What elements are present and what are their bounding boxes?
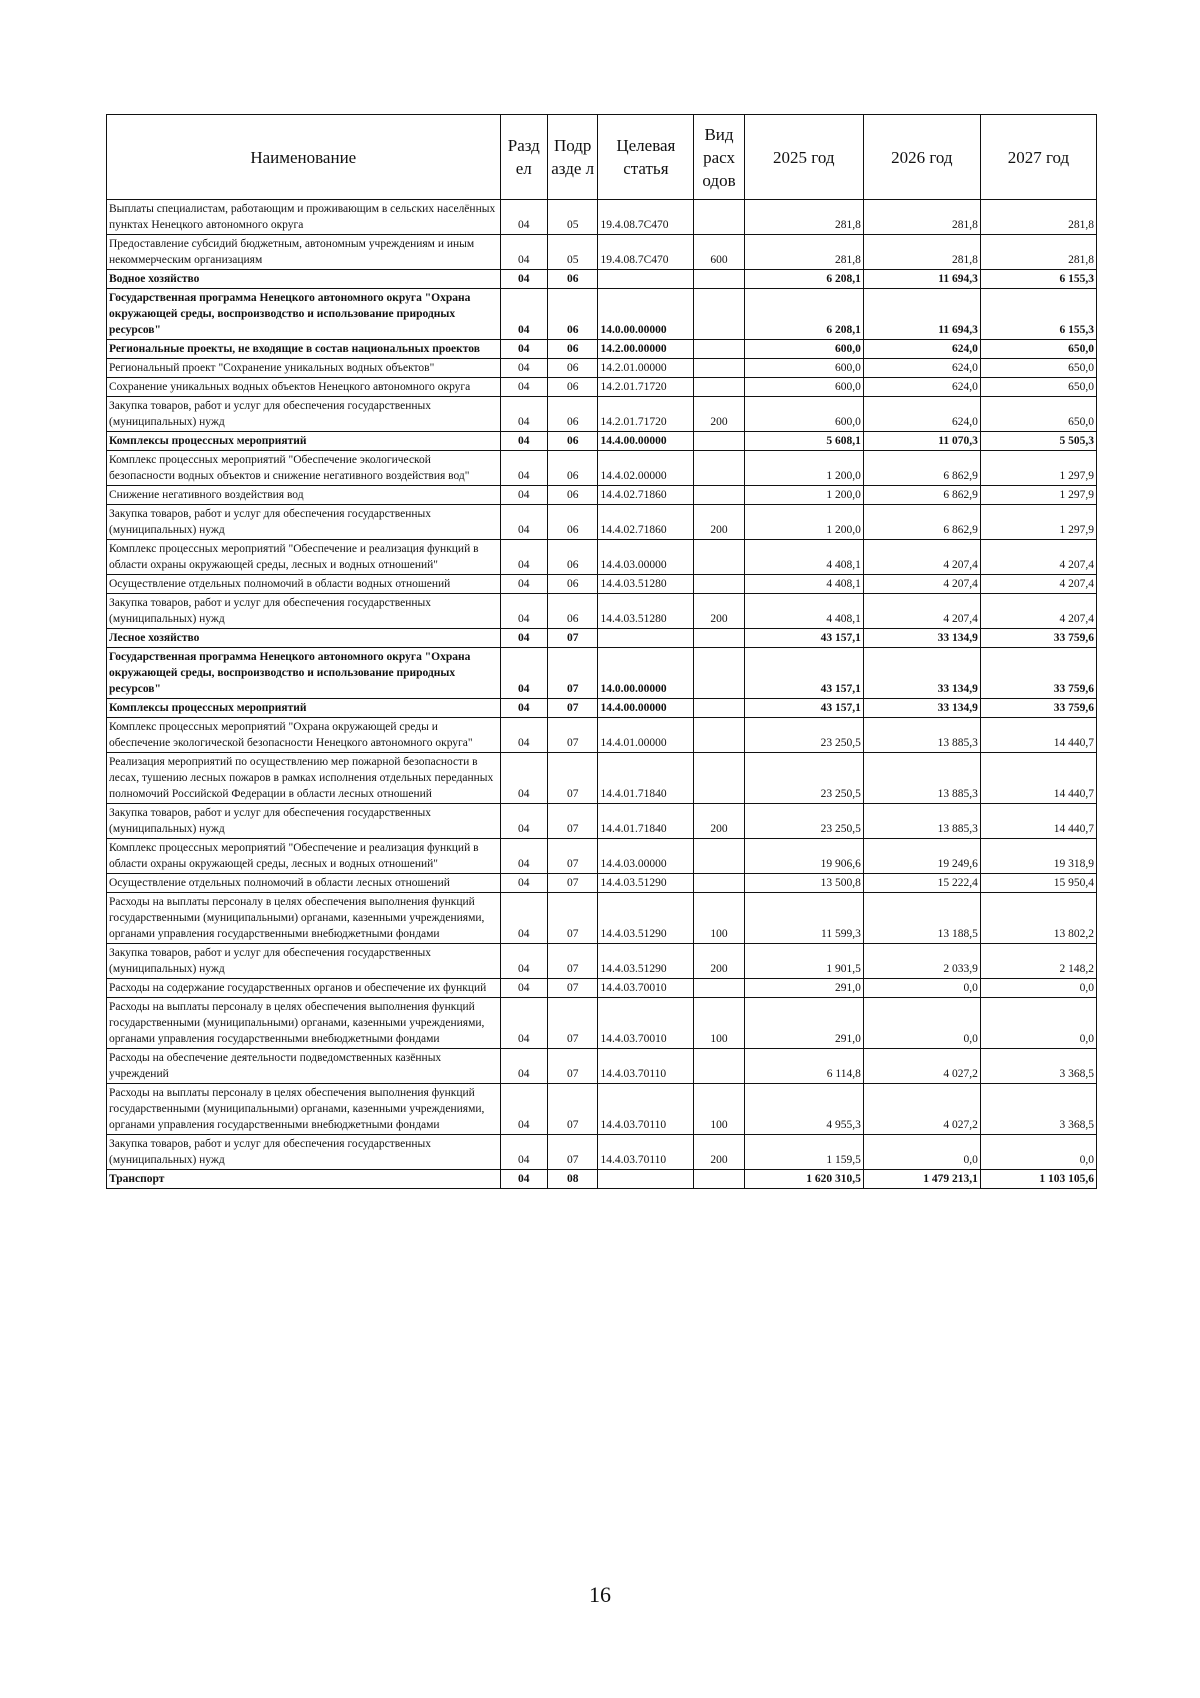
cell-year-2025: 1 200,0 (744, 486, 863, 505)
cell-year-2025: 4 408,1 (744, 540, 863, 575)
cell-year-2027: 19 318,9 (980, 839, 1096, 874)
cell-year-2027: 650,0 (980, 340, 1096, 359)
table-row (107, 1049, 1097, 1084)
cell-article: 14.4.03.70110 (598, 1049, 694, 1084)
table-row (107, 839, 1097, 874)
cell-name: Расходы на выплаты персоналу в целях обеспечения выполнения функций государственными (муниципальными) органами, казенными учреждениями, органами управления государственными внебюджетными фондами (107, 1084, 501, 1135)
cell-subsection: 06 (547, 270, 597, 289)
cell-expense-type: 100 (694, 998, 744, 1049)
cell-subsection: 07 (547, 718, 597, 753)
cell-section: 04 (500, 944, 547, 979)
table-row (107, 998, 1097, 1049)
cell-subsection: 07 (547, 699, 597, 718)
cell-article: 14.4.02.00000 (598, 451, 694, 486)
cell-year-2026: 6 862,9 (863, 505, 980, 540)
table-row (107, 804, 1097, 839)
cell-section: 04 (500, 1049, 547, 1084)
table-row (107, 270, 1097, 289)
cell-subsection: 06 (547, 289, 597, 340)
table-row (107, 432, 1097, 451)
table-row (107, 340, 1097, 359)
cell-name: Расходы на обеспечение деятельности подведомственных казённых учреждений (107, 1049, 501, 1084)
cell-expense-type (694, 718, 744, 753)
cell-name: Закупка товаров, работ и услуг для обеспечения государственных (муниципальных) нужд (107, 397, 501, 432)
table-header-row (107, 115, 1097, 200)
cell-year-2026: 11 070,3 (863, 432, 980, 451)
cell-year-2026: 15 222,4 (863, 874, 980, 893)
cell-expense-type: 200 (694, 505, 744, 540)
table-row (107, 979, 1097, 998)
cell-year-2026: 4 207,4 (863, 540, 980, 575)
cell-subsection: 06 (547, 451, 597, 486)
cell-name: Государственная программа Ненецкого автономного округа "Охрана окружающей среды, воспроизводство и использование природных ресурсов" (107, 648, 501, 699)
cell-name: Закупка товаров, работ и услуг для обеспечения государственных (муниципальных) нужд (107, 594, 501, 629)
cell-article (598, 1170, 694, 1189)
header-section: Разд ел (500, 115, 547, 200)
cell-year-2025: 6 208,1 (744, 289, 863, 340)
table-row (107, 200, 1097, 235)
cell-subsection: 05 (547, 200, 597, 235)
cell-article: 14.2.01.71720 (598, 397, 694, 432)
cell-year-2026: 13 885,3 (863, 718, 980, 753)
cell-article (598, 629, 694, 648)
header-article: Целевая статья (598, 115, 694, 200)
cell-year-2027: 1 103 105,6 (980, 1170, 1096, 1189)
cell-section: 04 (500, 594, 547, 629)
cell-section: 04 (500, 340, 547, 359)
table-row (107, 594, 1097, 629)
cell-year-2027: 1 297,9 (980, 451, 1096, 486)
cell-year-2027: 15 950,4 (980, 874, 1096, 893)
cell-name: Осуществление отдельных полномочий в области водных отношений (107, 575, 501, 594)
cell-section: 04 (500, 540, 547, 575)
table-row (107, 1170, 1097, 1189)
cell-expense-type (694, 1170, 744, 1189)
cell-name: Расходы на выплаты персоналу в целях обеспечения выполнения функций государственными (муниципальными) органами, казенными учреждениями, органами управления государственными внебюджетными фондами (107, 998, 501, 1049)
cell-name: Водное хозяйство (107, 270, 501, 289)
cell-section: 04 (500, 575, 547, 594)
cell-article: 14.4.01.71840 (598, 753, 694, 804)
cell-year-2027: 14 440,7 (980, 753, 1096, 804)
cell-subsection: 07 (547, 979, 597, 998)
cell-article: 14.0.00.00000 (598, 648, 694, 699)
cell-year-2027: 4 207,4 (980, 540, 1096, 575)
cell-year-2027: 650,0 (980, 359, 1096, 378)
cell-section: 04 (500, 839, 547, 874)
cell-year-2025: 23 250,5 (744, 753, 863, 804)
cell-article: 14.4.02.71860 (598, 505, 694, 540)
cell-year-2025: 6 114,8 (744, 1049, 863, 1084)
cell-expense-type (694, 629, 744, 648)
cell-name: Комплексы процессных мероприятий (107, 699, 501, 718)
header-year-2026: 2026 год (863, 115, 980, 200)
cell-year-2026: 11 694,3 (863, 289, 980, 340)
cell-article: 14.4.02.71860 (598, 486, 694, 505)
cell-article: 14.2.01.00000 (598, 359, 694, 378)
cell-year-2027: 650,0 (980, 378, 1096, 397)
cell-year-2026: 6 862,9 (863, 451, 980, 486)
cell-article: 14.4.03.00000 (598, 540, 694, 575)
cell-name: Комплекс процессных мероприятий "Обеспечение и реализация функций в области охраны окружающей среды, лесных и водных отношений" (107, 839, 501, 874)
cell-expense-type: 200 (694, 594, 744, 629)
table-row (107, 753, 1097, 804)
cell-article: 14.2.00.00000 (598, 340, 694, 359)
cell-year-2027: 4 207,4 (980, 594, 1096, 629)
page-number: 16 (589, 1582, 611, 1607)
cell-article: 14.4.00.00000 (598, 432, 694, 451)
cell-article: 14.4.03.51290 (598, 893, 694, 944)
cell-year-2027: 650,0 (980, 397, 1096, 432)
cell-year-2025: 1 200,0 (744, 451, 863, 486)
cell-section: 04 (500, 359, 547, 378)
cell-name: Реализация мероприятий по осуществлению мер пожарной безопасности в лесах, тушению лесных пожаров в рамках исполнения отдельных переданных полномочий Российской Федерации в области лесных отношений (107, 753, 501, 804)
cell-year-2026: 33 134,9 (863, 648, 980, 699)
cell-year-2027: 0,0 (980, 1135, 1096, 1170)
cell-article: 14.4.03.51280 (598, 575, 694, 594)
cell-article: 14.2.01.71720 (598, 378, 694, 397)
cell-year-2026: 33 134,9 (863, 629, 980, 648)
cell-subsection: 06 (547, 397, 597, 432)
cell-year-2027: 14 440,7 (980, 718, 1096, 753)
cell-expense-type (694, 979, 744, 998)
table-row (107, 944, 1097, 979)
cell-article: 19.4.08.7С470 (598, 235, 694, 270)
cell-section: 04 (500, 699, 547, 718)
cell-year-2027: 1 297,9 (980, 486, 1096, 505)
cell-subsection: 07 (547, 753, 597, 804)
cell-year-2025: 5 608,1 (744, 432, 863, 451)
cell-year-2026: 4 027,2 (863, 1049, 980, 1084)
table-row (107, 874, 1097, 893)
cell-expense-type (694, 200, 744, 235)
cell-year-2025: 4 408,1 (744, 575, 863, 594)
cell-year-2027: 33 759,6 (980, 699, 1096, 718)
cell-year-2027: 1 297,9 (980, 505, 1096, 540)
cell-year-2025: 600,0 (744, 359, 863, 378)
header-year-2025: 2025 год (744, 115, 863, 200)
cell-section: 04 (500, 1170, 547, 1189)
cell-subsection: 06 (547, 540, 597, 575)
cell-subsection: 06 (547, 486, 597, 505)
cell-section: 04 (500, 979, 547, 998)
cell-year-2027: 3 368,5 (980, 1049, 1096, 1084)
cell-subsection: 06 (547, 505, 597, 540)
table-row (107, 1084, 1097, 1135)
cell-section: 04 (500, 874, 547, 893)
table-row (107, 235, 1097, 270)
cell-name: Выплаты специалистам, работающим и проживающим в сельских населённых пунктах Ненецкого автономного округа (107, 200, 501, 235)
cell-expense-type (694, 486, 744, 505)
cell-name: Закупка товаров, работ и услуг для обеспечения государственных (муниципальных) нужд (107, 505, 501, 540)
cell-expense-type: 200 (694, 944, 744, 979)
table-row (107, 289, 1097, 340)
cell-section: 04 (500, 235, 547, 270)
cell-article: 14.4.01.00000 (598, 718, 694, 753)
cell-name: Сохранение уникальных водных объектов Ненецкого автономного округа (107, 378, 501, 397)
cell-article (598, 270, 694, 289)
cell-section: 04 (500, 648, 547, 699)
cell-year-2027: 2 148,2 (980, 944, 1096, 979)
cell-article: 14.0.00.00000 (598, 289, 694, 340)
cell-subsection: 06 (547, 378, 597, 397)
cell-year-2026: 4 027,2 (863, 1084, 980, 1135)
cell-subsection: 06 (547, 432, 597, 451)
cell-article: 14.4.00.00000 (598, 699, 694, 718)
cell-expense-type: 200 (694, 1135, 744, 1170)
cell-subsection: 07 (547, 1084, 597, 1135)
cell-name: Закупка товаров, работ и услуг для обеспечения государственных (муниципальных) нужд (107, 944, 501, 979)
cell-subsection: 07 (547, 804, 597, 839)
table-row (107, 1135, 1097, 1170)
cell-year-2027: 14 440,7 (980, 804, 1096, 839)
cell-year-2025: 281,8 (744, 235, 863, 270)
cell-subsection: 07 (547, 998, 597, 1049)
cell-section: 04 (500, 998, 547, 1049)
cell-expense-type (694, 648, 744, 699)
cell-year-2026: 2 033,9 (863, 944, 980, 979)
cell-expense-type (694, 874, 744, 893)
cell-year-2026: 11 694,3 (863, 270, 980, 289)
cell-section: 04 (500, 451, 547, 486)
cell-section: 04 (500, 289, 547, 340)
cell-year-2026: 13 885,3 (863, 804, 980, 839)
cell-year-2027: 5 505,3 (980, 432, 1096, 451)
table-row (107, 893, 1097, 944)
cell-article: 14.4.03.70010 (598, 979, 694, 998)
cell-expense-type (694, 1049, 744, 1084)
cell-expense-type (694, 699, 744, 718)
cell-expense-type: 100 (694, 893, 744, 944)
cell-expense-type (694, 839, 744, 874)
cell-name: Комплекс процессных мероприятий "Обеспечение и реализация функций в области охраны окружающей среды, лесных и водных отношений" (107, 540, 501, 575)
cell-year-2026: 0,0 (863, 979, 980, 998)
cell-expense-type: 600 (694, 235, 744, 270)
cell-year-2025: 291,0 (744, 998, 863, 1049)
cell-year-2025: 291,0 (744, 979, 863, 998)
cell-subsection: 07 (547, 874, 597, 893)
cell-article: 19.4.08.7С470 (598, 200, 694, 235)
cell-section: 04 (500, 1135, 547, 1170)
cell-section: 04 (500, 753, 547, 804)
budget-table (106, 114, 1097, 1189)
cell-name: Комплексы процессных мероприятий (107, 432, 501, 451)
cell-expense-type (694, 359, 744, 378)
cell-year-2026: 281,8 (863, 235, 980, 270)
cell-year-2026: 281,8 (863, 200, 980, 235)
cell-expense-type: 100 (694, 1084, 744, 1135)
cell-year-2027: 6 155,3 (980, 270, 1096, 289)
cell-expense-type (694, 340, 744, 359)
cell-year-2026: 4 207,4 (863, 575, 980, 594)
table-row (107, 540, 1097, 575)
cell-name: Расходы на выплаты персоналу в целях обеспечения выполнения функций государственными (муниципальными) органами, казенными учреждениями, органами управления государственными внебюджетными фондами (107, 893, 501, 944)
cell-year-2026: 1 479 213,1 (863, 1170, 980, 1189)
cell-subsection: 06 (547, 340, 597, 359)
cell-year-2027: 33 759,6 (980, 648, 1096, 699)
cell-subsection: 06 (547, 575, 597, 594)
cell-subsection: 07 (547, 1135, 597, 1170)
cell-year-2025: 6 208,1 (744, 270, 863, 289)
cell-subsection: 07 (547, 1049, 597, 1084)
cell-year-2025: 1 159,5 (744, 1135, 863, 1170)
cell-section: 04 (500, 718, 547, 753)
cell-year-2025: 23 250,5 (744, 718, 863, 753)
cell-year-2025: 1 200,0 (744, 505, 863, 540)
cell-subsection: 07 (547, 893, 597, 944)
cell-section: 04 (500, 629, 547, 648)
cell-subsection: 07 (547, 648, 597, 699)
table-row (107, 629, 1097, 648)
cell-name: Региональный проект "Сохранение уникальных водных объектов" (107, 359, 501, 378)
cell-name: Расходы на содержание государственных органов и обеспечение их функций (107, 979, 501, 998)
cell-expense-type (694, 432, 744, 451)
cell-subsection: 06 (547, 359, 597, 378)
cell-article: 14.4.03.51290 (598, 874, 694, 893)
cell-section: 04 (500, 1084, 547, 1135)
cell-subsection: 07 (547, 629, 597, 648)
cell-article: 14.4.03.00000 (598, 839, 694, 874)
cell-subsection: 05 (547, 235, 597, 270)
cell-year-2026: 624,0 (863, 397, 980, 432)
cell-year-2027: 33 759,6 (980, 629, 1096, 648)
cell-year-2026: 4 207,4 (863, 594, 980, 629)
table-row (107, 699, 1097, 718)
cell-section: 04 (500, 432, 547, 451)
cell-section: 04 (500, 804, 547, 839)
cell-name: Осуществление отдельных полномочий в области лесных отношений (107, 874, 501, 893)
cell-year-2025: 600,0 (744, 378, 863, 397)
cell-year-2026: 624,0 (863, 340, 980, 359)
table-row (107, 378, 1097, 397)
cell-name: Комплекс процессных мероприятий "Обеспечение экологической безопасности водных объектов и снижение негативного воздействия вод" (107, 451, 501, 486)
cell-year-2025: 43 157,1 (744, 699, 863, 718)
header-expense-type: Вид расх одов (694, 115, 744, 200)
cell-section: 04 (500, 893, 547, 944)
cell-name: Региональные проекты, не входящие в состав национальных проектов (107, 340, 501, 359)
table-row (107, 486, 1097, 505)
cell-section: 04 (500, 397, 547, 432)
cell-year-2026: 0,0 (863, 1135, 980, 1170)
cell-year-2027: 281,8 (980, 200, 1096, 235)
cell-year-2025: 23 250,5 (744, 804, 863, 839)
cell-article: 14.4.03.51290 (598, 944, 694, 979)
cell-name: Лесное хозяйство (107, 629, 501, 648)
cell-year-2025: 600,0 (744, 340, 863, 359)
cell-subsection: 08 (547, 1170, 597, 1189)
cell-year-2025: 13 500,8 (744, 874, 863, 893)
cell-year-2025: 4 408,1 (744, 594, 863, 629)
header-year-2027: 2027 год (980, 115, 1096, 200)
cell-section: 04 (500, 486, 547, 505)
table-row (107, 359, 1097, 378)
header-name: Наименование (107, 115, 501, 200)
cell-name: Предоставление субсидий бюджетным, автономным учреждениям и иным некоммерческим организациям (107, 235, 501, 270)
cell-year-2025: 4 955,3 (744, 1084, 863, 1135)
cell-name: Закупка товаров, работ и услуг для обеспечения государственных (муниципальных) нужд (107, 1135, 501, 1170)
cell-year-2027: 6 155,3 (980, 289, 1096, 340)
cell-article: 14.4.01.71840 (598, 804, 694, 839)
table-row (107, 505, 1097, 540)
cell-expense-type: 200 (694, 804, 744, 839)
cell-section: 04 (500, 200, 547, 235)
cell-expense-type: 200 (694, 397, 744, 432)
cell-year-2026: 33 134,9 (863, 699, 980, 718)
cell-year-2025: 600,0 (744, 397, 863, 432)
cell-article: 14.4.03.70010 (598, 998, 694, 1049)
cell-year-2026: 624,0 (863, 359, 980, 378)
table-row (107, 397, 1097, 432)
cell-expense-type (694, 270, 744, 289)
cell-name: Транспорт (107, 1170, 501, 1189)
cell-year-2027: 281,8 (980, 235, 1096, 270)
cell-name: Закупка товаров, работ и услуг для обеспечения государственных (муниципальных) нужд (107, 804, 501, 839)
cell-year-2026: 0,0 (863, 998, 980, 1049)
cell-year-2025: 43 157,1 (744, 629, 863, 648)
header-subsection: Подр азде л (547, 115, 597, 200)
cell-subsection: 06 (547, 594, 597, 629)
cell-year-2026: 19 249,6 (863, 839, 980, 874)
cell-expense-type (694, 378, 744, 397)
cell-expense-type (694, 753, 744, 804)
table-row (107, 451, 1097, 486)
cell-year-2026: 13 885,3 (863, 753, 980, 804)
cell-article: 14.4.03.70110 (598, 1135, 694, 1170)
cell-year-2027: 0,0 (980, 979, 1096, 998)
cell-name: Государственная программа Ненецкого автономного округа "Охрана окружающей среды, воспроизводство и использование природных ресурсов" (107, 289, 501, 340)
cell-name: Снижение негативного воздействия вод (107, 486, 501, 505)
cell-expense-type (694, 575, 744, 594)
cell-year-2025: 43 157,1 (744, 648, 863, 699)
cell-year-2027: 3 368,5 (980, 1084, 1096, 1135)
cell-article: 14.4.03.70110 (598, 1084, 694, 1135)
table-row (107, 648, 1097, 699)
cell-section: 04 (500, 378, 547, 397)
table-row (107, 575, 1097, 594)
cell-article: 14.4.03.51280 (598, 594, 694, 629)
cell-year-2027: 0,0 (980, 998, 1096, 1049)
cell-expense-type (694, 451, 744, 486)
table-row (107, 718, 1097, 753)
cell-expense-type (694, 289, 744, 340)
cell-year-2027: 13 802,2 (980, 893, 1096, 944)
cell-year-2026: 6 862,9 (863, 486, 980, 505)
table-body (107, 200, 1097, 1189)
cell-year-2026: 13 188,5 (863, 893, 980, 944)
cell-year-2025: 281,8 (744, 200, 863, 235)
cell-section: 04 (500, 505, 547, 540)
cell-name: Комплекс процессных мероприятий "Охрана окружающей среды и обеспечение экологической безопасности Ненецкого автономного округа" (107, 718, 501, 753)
cell-subsection: 07 (547, 944, 597, 979)
cell-year-2025: 19 906,6 (744, 839, 863, 874)
cell-year-2025: 11 599,3 (744, 893, 863, 944)
cell-year-2025: 1 901,5 (744, 944, 863, 979)
cell-section: 04 (500, 270, 547, 289)
cell-year-2025: 1 620 310,5 (744, 1170, 863, 1189)
cell-year-2027: 4 207,4 (980, 575, 1096, 594)
cell-subsection: 07 (547, 839, 597, 874)
cell-year-2026: 624,0 (863, 378, 980, 397)
cell-expense-type (694, 540, 744, 575)
